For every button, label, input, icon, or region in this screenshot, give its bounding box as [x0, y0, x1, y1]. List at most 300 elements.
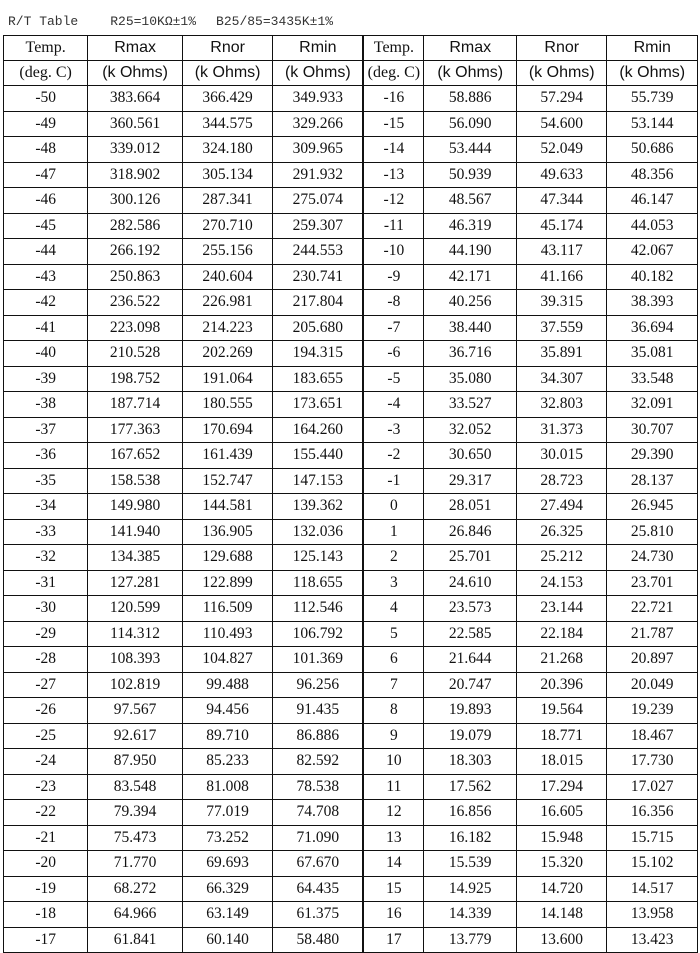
resistance-cell: 42.067 — [607, 239, 698, 265]
table-row — [4, 213, 698, 239]
resistance-cell: 282.586 — [88, 213, 183, 239]
resistance-cell: 15.948 — [517, 825, 607, 851]
resistance-cell: 18.303 — [424, 749, 517, 775]
table-row — [4, 545, 698, 571]
resistance-cell: 13.600 — [517, 927, 607, 953]
resistance-cell: 17.730 — [607, 749, 698, 775]
resistance-cell: 21.787 — [607, 621, 698, 647]
resistance-cell: 24.730 — [607, 545, 698, 571]
temperature-cell: 13 — [363, 825, 424, 851]
resistance-cell: 34.307 — [517, 366, 607, 392]
resistance-cell: 67.670 — [273, 851, 363, 877]
temperature-cell: -30 — [4, 596, 88, 622]
resistance-cell: 39.315 — [517, 290, 607, 316]
table-row — [4, 825, 698, 851]
resistance-cell: 96.256 — [273, 672, 363, 698]
resistance-cell: 32.803 — [517, 392, 607, 418]
resistance-cell: 300.126 — [88, 188, 183, 214]
resistance-cell: 17.027 — [607, 774, 698, 800]
table-row — [4, 315, 698, 341]
temperature-cell: -9 — [363, 264, 424, 290]
resistance-cell: 349.933 — [273, 86, 363, 112]
table-row — [4, 570, 698, 596]
table-row — [4, 851, 698, 877]
resistance-cell: 324.180 — [182, 137, 272, 163]
table-row — [4, 468, 698, 494]
column-header: (k Ohms) — [273, 61, 363, 86]
table-header — [4, 36, 698, 86]
resistance-cell: 266.192 — [88, 239, 183, 265]
resistance-cell: 18.015 — [517, 749, 607, 775]
resistance-cell: 104.827 — [182, 647, 272, 673]
resistance-cell: 13.958 — [607, 902, 698, 928]
temperature-cell: -3 — [363, 417, 424, 443]
table-body — [4, 86, 698, 953]
resistance-cell: 89.710 — [182, 723, 272, 749]
table-row — [4, 647, 698, 673]
resistance-cell: 14.517 — [607, 876, 698, 902]
header-row-top — [4, 36, 698, 61]
resistance-cell: 305.134 — [182, 162, 272, 188]
resistance-cell: 101.369 — [273, 647, 363, 673]
resistance-cell: 14.720 — [517, 876, 607, 902]
temperature-cell: -19 — [4, 876, 88, 902]
temperature-cell: -15 — [363, 111, 424, 137]
resistance-cell: 25.810 — [607, 519, 698, 545]
table-row — [4, 902, 698, 928]
resistance-cell: 87.950 — [88, 749, 183, 775]
resistance-cell: 147.153 — [273, 468, 363, 494]
table-row — [4, 239, 698, 265]
resistance-cell: 35.081 — [607, 341, 698, 367]
resistance-cell: 82.592 — [273, 749, 363, 775]
resistance-cell: 244.553 — [273, 239, 363, 265]
resistance-cell: 240.604 — [182, 264, 272, 290]
temperature-cell: -17 — [4, 927, 88, 953]
resistance-cell: 30.015 — [517, 443, 607, 469]
resistance-cell: 230.741 — [273, 264, 363, 290]
resistance-cell: 83.548 — [88, 774, 183, 800]
table-row — [4, 417, 698, 443]
temperature-cell: -41 — [4, 315, 88, 341]
temperature-cell: -16 — [363, 86, 424, 112]
temperature-cell: -6 — [363, 341, 424, 367]
temperature-cell: -11 — [363, 213, 424, 239]
temperature-cell: -8 — [363, 290, 424, 316]
temperature-cell: -48 — [4, 137, 88, 163]
temperature-cell: 0 — [363, 494, 424, 520]
resistance-cell: 43.117 — [517, 239, 607, 265]
resistance-cell: 74.708 — [273, 800, 363, 826]
b-value-spec: B25/85=3435K±1% — [216, 14, 334, 29]
temperature-cell: 5 — [363, 621, 424, 647]
resistance-cell: 50.686 — [607, 137, 698, 163]
resistance-cell: 53.144 — [607, 111, 698, 137]
table-row — [4, 927, 698, 953]
resistance-cell: 180.555 — [182, 392, 272, 418]
temperature-cell: -24 — [4, 749, 88, 775]
resistance-cell: 48.356 — [607, 162, 698, 188]
resistance-cell: 170.694 — [182, 417, 272, 443]
resistance-cell: 360.561 — [88, 111, 183, 137]
resistance-cell: 19.564 — [517, 698, 607, 724]
column-header: Temp. — [363, 36, 424, 61]
resistance-cell: 22.721 — [607, 596, 698, 622]
temperature-cell: -36 — [4, 443, 88, 469]
table-row — [4, 672, 698, 698]
resistance-cell: 173.651 — [273, 392, 363, 418]
resistance-cell: 22.585 — [424, 621, 517, 647]
temperature-cell: -1 — [363, 468, 424, 494]
resistance-cell: 47.344 — [517, 188, 607, 214]
column-header: Rmax — [424, 36, 517, 61]
temperature-cell: 3 — [363, 570, 424, 596]
table-row — [4, 86, 698, 112]
resistance-cell: 136.905 — [182, 519, 272, 545]
resistance-cell: 64.435 — [273, 876, 363, 902]
resistance-cell: 19.239 — [607, 698, 698, 724]
resistance-cell: 275.074 — [273, 188, 363, 214]
resistance-cell: 48.567 — [424, 188, 517, 214]
resistance-cell: 17.294 — [517, 774, 607, 800]
temperature-cell: -42 — [4, 290, 88, 316]
resistance-cell: 71.090 — [273, 825, 363, 851]
temperature-cell: -47 — [4, 162, 88, 188]
resistance-cell: 46.319 — [424, 213, 517, 239]
resistance-cell: 19.893 — [424, 698, 517, 724]
resistance-cell: 16.856 — [424, 800, 517, 826]
resistance-cell: 114.312 — [88, 621, 183, 647]
resistance-cell: 64.966 — [88, 902, 183, 928]
temperature-cell: 11 — [363, 774, 424, 800]
resistance-cell: 58.480 — [273, 927, 363, 953]
temperature-cell: -39 — [4, 366, 88, 392]
resistance-cell: 22.184 — [517, 621, 607, 647]
resistance-cell: 33.527 — [424, 392, 517, 418]
resistance-cell: 14.148 — [517, 902, 607, 928]
resistance-cell: 35.891 — [517, 341, 607, 367]
temperature-cell: -21 — [4, 825, 88, 851]
resistance-cell: 31.373 — [517, 417, 607, 443]
resistance-cell: 25.212 — [517, 545, 607, 571]
resistance-cell: 102.819 — [88, 672, 183, 698]
resistance-cell: 40.182 — [607, 264, 698, 290]
resistance-cell: 61.375 — [273, 902, 363, 928]
temperature-cell: -29 — [4, 621, 88, 647]
resistance-cell: 97.567 — [88, 698, 183, 724]
temperature-cell: -31 — [4, 570, 88, 596]
table-row — [4, 290, 698, 316]
resistance-cell: 255.156 — [182, 239, 272, 265]
resistance-cell: 318.902 — [88, 162, 183, 188]
resistance-cell: 287.341 — [182, 188, 272, 214]
resistance-cell: 35.080 — [424, 366, 517, 392]
temperature-cell: -26 — [4, 698, 88, 724]
table-row — [4, 264, 698, 290]
resistance-cell: 94.456 — [182, 698, 272, 724]
resistance-cell: 226.981 — [182, 290, 272, 316]
resistance-cell: 141.940 — [88, 519, 183, 545]
resistance-cell: 191.064 — [182, 366, 272, 392]
table-row — [4, 162, 698, 188]
resistance-cell: 29.390 — [607, 443, 698, 469]
table-row — [4, 723, 698, 749]
table-row — [4, 111, 698, 137]
resistance-cell: 187.714 — [88, 392, 183, 418]
resistance-cell: 20.396 — [517, 672, 607, 698]
resistance-cell: 15.715 — [607, 825, 698, 851]
resistance-cell: 25.701 — [424, 545, 517, 571]
temperature-cell: -7 — [363, 315, 424, 341]
column-header: (k Ohms) — [424, 61, 517, 86]
resistance-cell: 49.633 — [517, 162, 607, 188]
temperature-cell: -32 — [4, 545, 88, 571]
column-header: (deg. C) — [363, 61, 424, 86]
r25-spec: R25=10KΩ±1% — [110, 14, 197, 29]
temperature-cell: 1 — [363, 519, 424, 545]
resistance-cell: 46.147 — [607, 188, 698, 214]
resistance-cell: 52.049 — [517, 137, 607, 163]
resistance-cell: 158.538 — [88, 468, 183, 494]
resistance-cell: 63.149 — [182, 902, 272, 928]
table-row — [4, 621, 698, 647]
column-header: (k Ohms) — [607, 61, 698, 86]
resistance-cell: 106.792 — [273, 621, 363, 647]
resistance-cell: 149.980 — [88, 494, 183, 520]
resistance-cell: 112.546 — [273, 596, 363, 622]
temperature-cell: -44 — [4, 239, 88, 265]
temperature-cell: -27 — [4, 672, 88, 698]
column-header: Rmin — [273, 36, 363, 61]
resistance-cell: 217.804 — [273, 290, 363, 316]
temperature-cell: 8 — [363, 698, 424, 724]
temperature-cell: -46 — [4, 188, 88, 214]
resistance-cell: 44.190 — [424, 239, 517, 265]
resistance-cell: 366.429 — [182, 86, 272, 112]
resistance-cell: 40.256 — [424, 290, 517, 316]
resistance-cell: 14.925 — [424, 876, 517, 902]
resistance-cell: 329.266 — [273, 111, 363, 137]
temperature-cell: -40 — [4, 341, 88, 367]
resistance-cell: 44.053 — [607, 213, 698, 239]
resistance-cell: 68.272 — [88, 876, 183, 902]
resistance-cell: 14.339 — [424, 902, 517, 928]
resistance-cell: 78.538 — [273, 774, 363, 800]
resistance-cell: 21.644 — [424, 647, 517, 673]
resistance-cell: 36.716 — [424, 341, 517, 367]
resistance-cell: 15.320 — [517, 851, 607, 877]
resistance-cell: 210.528 — [88, 341, 183, 367]
resistance-cell: 38.393 — [607, 290, 698, 316]
resistance-cell: 20.897 — [607, 647, 698, 673]
resistance-cell: 55.739 — [607, 86, 698, 112]
temperature-cell: -25 — [4, 723, 88, 749]
column-header: Rmax — [88, 36, 183, 61]
resistance-cell: 17.562 — [424, 774, 517, 800]
resistance-cell: 92.617 — [88, 723, 183, 749]
temperature-cell: -49 — [4, 111, 88, 137]
resistance-cell: 58.886 — [424, 86, 517, 112]
resistance-cell: 339.012 — [88, 137, 183, 163]
table-row — [4, 366, 698, 392]
resistance-cell: 60.140 — [182, 927, 272, 953]
resistance-cell: 270.710 — [182, 213, 272, 239]
resistance-cell: 81.008 — [182, 774, 272, 800]
resistance-cell: 23.573 — [424, 596, 517, 622]
resistance-cell: 30.650 — [424, 443, 517, 469]
resistance-cell: 61.841 — [88, 927, 183, 953]
resistance-cell: 236.522 — [88, 290, 183, 316]
resistance-cell: 57.294 — [517, 86, 607, 112]
table-row — [4, 392, 698, 418]
resistance-cell: 19.079 — [424, 723, 517, 749]
temperature-cell: -22 — [4, 800, 88, 826]
resistance-cell: 23.144 — [517, 596, 607, 622]
resistance-cell: 15.102 — [607, 851, 698, 877]
resistance-cell: 42.171 — [424, 264, 517, 290]
resistance-cell: 155.440 — [273, 443, 363, 469]
resistance-cell: 127.281 — [88, 570, 183, 596]
resistance-cell: 27.494 — [517, 494, 607, 520]
resistance-cell: 250.863 — [88, 264, 183, 290]
temperature-cell: -18 — [4, 902, 88, 928]
resistance-cell: 116.509 — [182, 596, 272, 622]
table-row — [4, 800, 698, 826]
resistance-cell: 71.770 — [88, 851, 183, 877]
table-row — [4, 774, 698, 800]
resistance-cell: 53.444 — [424, 137, 517, 163]
resistance-cell: 75.473 — [88, 825, 183, 851]
resistance-cell: 152.747 — [182, 468, 272, 494]
temperature-cell: 16 — [363, 902, 424, 928]
resistance-cell: 54.600 — [517, 111, 607, 137]
table-row — [4, 596, 698, 622]
resistance-cell: 198.752 — [88, 366, 183, 392]
temperature-cell: -34 — [4, 494, 88, 520]
resistance-cell: 28.137 — [607, 468, 698, 494]
resistance-cell: 122.899 — [182, 570, 272, 596]
table-row — [4, 494, 698, 520]
temperature-cell: -10 — [363, 239, 424, 265]
resistance-cell: 36.694 — [607, 315, 698, 341]
resistance-cell: 309.965 — [273, 137, 363, 163]
resistance-cell: 66.329 — [182, 876, 272, 902]
temperature-cell: 6 — [363, 647, 424, 673]
table-row — [4, 137, 698, 163]
table-row — [4, 443, 698, 469]
temperature-cell: -37 — [4, 417, 88, 443]
resistance-cell: 144.581 — [182, 494, 272, 520]
resistance-cell: 73.252 — [182, 825, 272, 851]
resistance-cell: 205.680 — [273, 315, 363, 341]
temperature-cell: 14 — [363, 851, 424, 877]
resistance-cell: 32.091 — [607, 392, 698, 418]
resistance-cell: 344.575 — [182, 111, 272, 137]
resistance-cell: 20.049 — [607, 672, 698, 698]
table-row — [4, 749, 698, 775]
resistance-cell: 29.317 — [424, 468, 517, 494]
resistance-cell: 183.655 — [273, 366, 363, 392]
table-caption — [8, 11, 698, 33]
temperature-cell: 12 — [363, 800, 424, 826]
resistance-cell: 26.945 — [607, 494, 698, 520]
resistance-cell: 177.363 — [88, 417, 183, 443]
temperature-cell: -4 — [363, 392, 424, 418]
resistance-cell: 132.036 — [273, 519, 363, 545]
temperature-cell: 15 — [363, 876, 424, 902]
resistance-cell: 91.435 — [273, 698, 363, 724]
temperature-cell: -45 — [4, 213, 88, 239]
temperature-cell: 9 — [363, 723, 424, 749]
temperature-cell: -5 — [363, 366, 424, 392]
resistance-cell: 13.423 — [607, 927, 698, 953]
temperature-cell: -20 — [4, 851, 88, 877]
resistance-cell: 21.268 — [517, 647, 607, 673]
temperature-cell: 2 — [363, 545, 424, 571]
resistance-cell: 291.932 — [273, 162, 363, 188]
resistance-cell: 18.467 — [607, 723, 698, 749]
resistance-cell: 13.779 — [424, 927, 517, 953]
resistance-cell: 110.493 — [182, 621, 272, 647]
resistance-cell: 41.166 — [517, 264, 607, 290]
table-row — [4, 876, 698, 902]
resistance-cell: 24.153 — [517, 570, 607, 596]
column-header: Temp. — [4, 36, 88, 61]
resistance-cell: 125.143 — [273, 545, 363, 571]
column-header: Rnor — [182, 36, 272, 61]
temperature-cell: -50 — [4, 86, 88, 112]
table-row — [4, 698, 698, 724]
resistance-cell: 18.771 — [517, 723, 607, 749]
temperature-cell: 7 — [363, 672, 424, 698]
resistance-cell: 56.090 — [424, 111, 517, 137]
resistance-cell: 129.688 — [182, 545, 272, 571]
resistance-cell: 164.260 — [273, 417, 363, 443]
column-header: Rnor — [517, 36, 607, 61]
resistance-cell: 214.223 — [182, 315, 272, 341]
resistance-cell: 20.747 — [424, 672, 517, 698]
resistance-cell: 26.325 — [517, 519, 607, 545]
resistance-cell: 79.394 — [88, 800, 183, 826]
resistance-cell: 33.548 — [607, 366, 698, 392]
resistance-temperature-table — [3, 35, 698, 953]
resistance-cell: 69.693 — [182, 851, 272, 877]
temperature-cell: -33 — [4, 519, 88, 545]
resistance-cell: 16.356 — [607, 800, 698, 826]
resistance-cell: 134.385 — [88, 545, 183, 571]
resistance-cell: 77.019 — [182, 800, 272, 826]
resistance-cell: 50.939 — [424, 162, 517, 188]
resistance-cell: 108.393 — [88, 647, 183, 673]
column-header: (k Ohms) — [182, 61, 272, 86]
resistance-cell: 37.559 — [517, 315, 607, 341]
resistance-cell: 118.655 — [273, 570, 363, 596]
resistance-cell: 85.233 — [182, 749, 272, 775]
temperature-cell: -35 — [4, 468, 88, 494]
table-name: R/T Table — [8, 14, 79, 29]
header-row-units — [4, 61, 698, 86]
resistance-cell: 16.605 — [517, 800, 607, 826]
temperature-cell: -23 — [4, 774, 88, 800]
table-row — [4, 188, 698, 214]
resistance-cell: 32.052 — [424, 417, 517, 443]
resistance-cell: 30.707 — [607, 417, 698, 443]
resistance-cell: 28.723 — [517, 468, 607, 494]
column-header: (k Ohms) — [88, 61, 183, 86]
resistance-cell: 28.051 — [424, 494, 517, 520]
temperature-cell: 10 — [363, 749, 424, 775]
resistance-cell: 139.362 — [273, 494, 363, 520]
